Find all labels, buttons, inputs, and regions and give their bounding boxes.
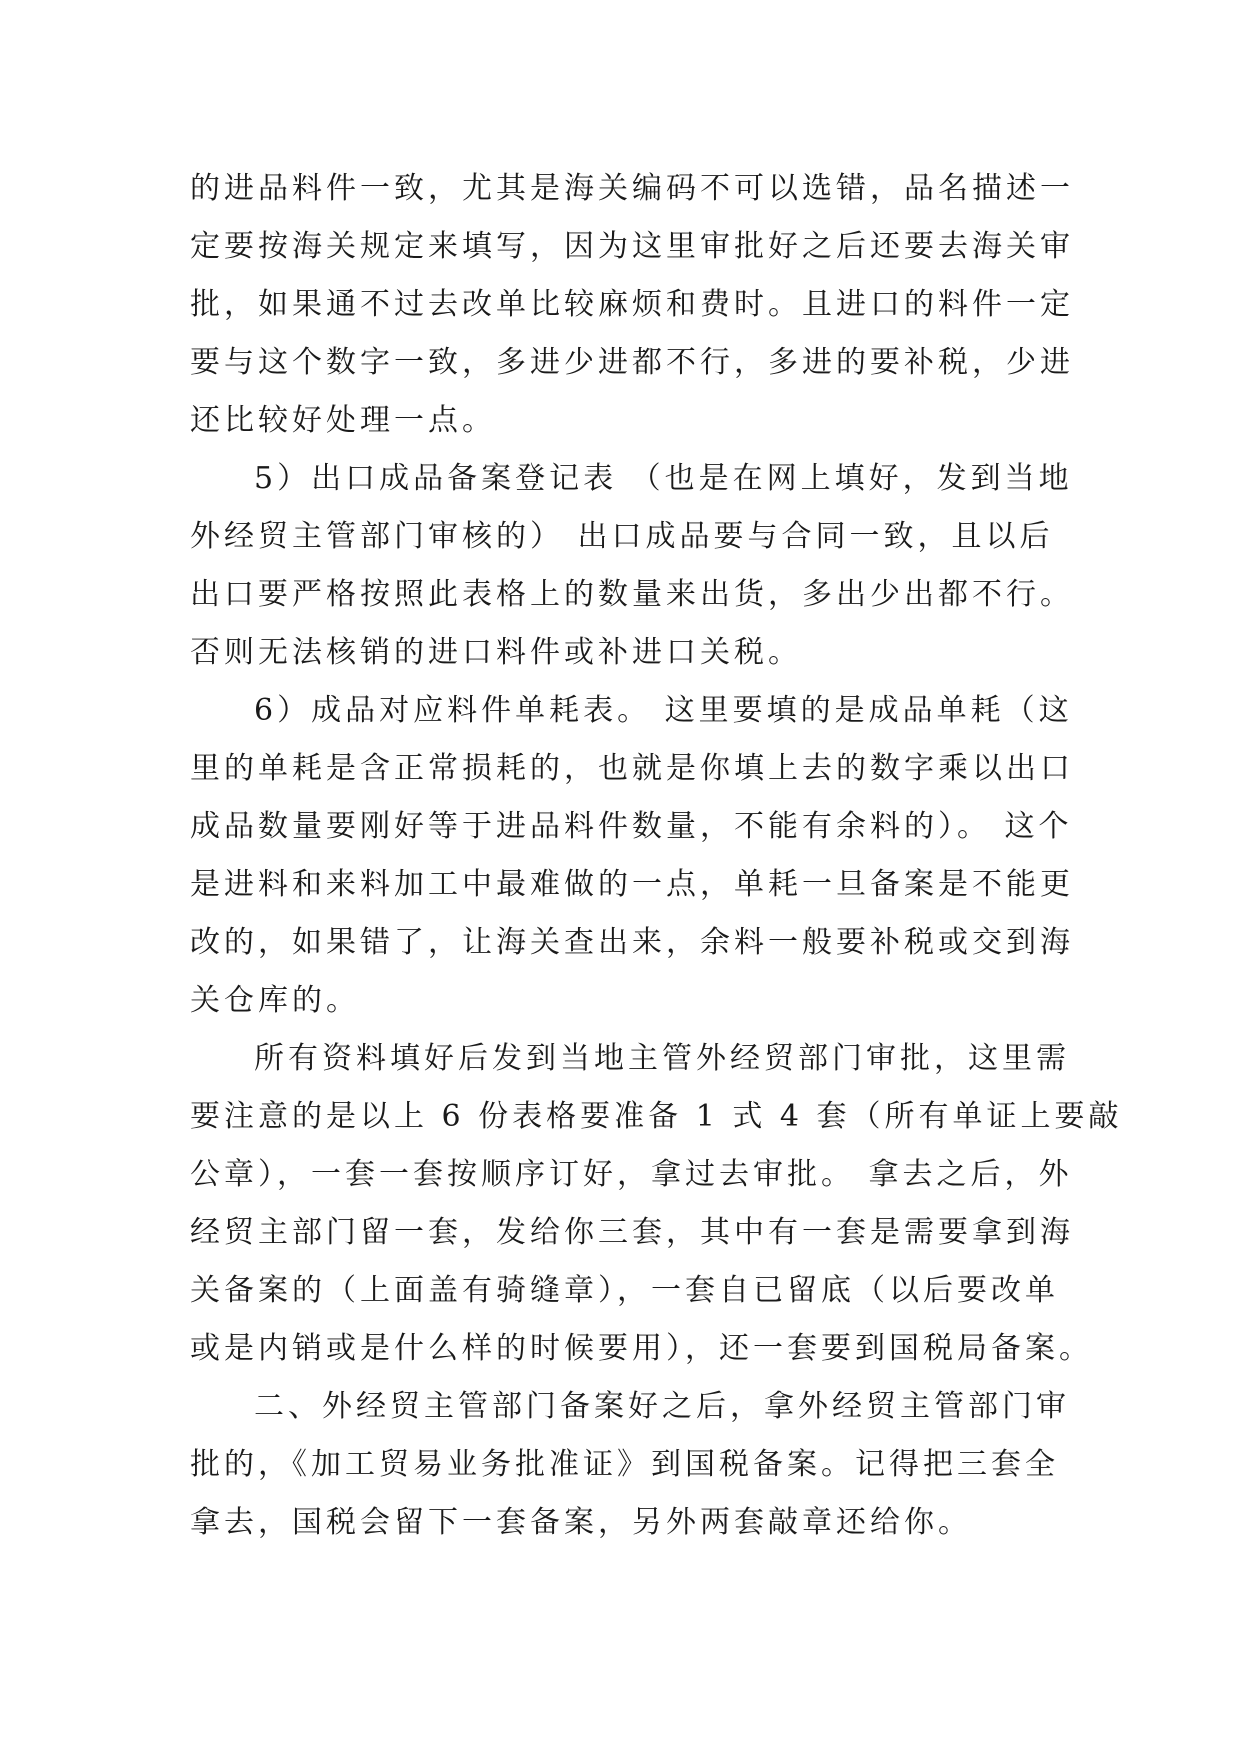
text-line: 要注意的是以上 6 份表格要准备 1 式 4 套（所有单证上要敲 (190, 1099, 1123, 1134)
text-line: 所有资料填好后发到当地主管外经贸部门审批，这里需 (254, 1041, 1070, 1076)
paragraph-2 (190, 450, 1074, 682)
text-line: 关备案的（上面盖有骑缝章），一套自已留底（以后要改单 (190, 1273, 1059, 1308)
text-line: 或是内销或是什么样的时候要用），还一套要到国税局备案。 (190, 1331, 1093, 1366)
text-line: 5）出口成品备案登记表 （也是在网上填好，发到当地 (254, 461, 1073, 496)
text-line: 6）成品对应料件单耗表。 这里要填的是成品单耗（这 (254, 693, 1073, 728)
text-line: 经贸主部门留一套，发给你三套，其中有一套是需要拿到海 (190, 1215, 1070, 1250)
text-line: 关仓库的。 (190, 983, 360, 1018)
text-line: 公章），一套一套按顺序订好，拿过去审批。 拿去之后，外 (190, 1157, 1073, 1192)
text-line: 里的单耗是含正常损耗的，也就是你填上去的数字乘以出口 (190, 751, 1070, 786)
paragraph-5 (190, 1378, 1070, 1552)
text-line: 是进料和来料加工中最难做的一点，单耗一旦备案是不能更 (190, 867, 1070, 902)
text-line: 二、外经贸主管部门备案好之后，拿外经贸主管部门审 (254, 1389, 1070, 1424)
text-line: 改的，如果错了，让海关查出来，余料一般要补税或交到海 (190, 925, 1070, 960)
text-line: 否则无法核销的进口料件或补进口关税。 (190, 635, 802, 670)
text-line: 外经贸主管部门审核的） 出口成品要与合同一致，且以后 (190, 519, 1054, 554)
text-line: 成品数量要刚好等于进品料件数量，不能有余料的）。 这个 (190, 809, 1073, 844)
document-body (190, 160, 1123, 1552)
text-line: 批的，《加工贸易业务批准证》到国税备案。记得把三套全 (190, 1447, 1059, 1482)
text-line: 拿去，国税会留下一套备案，另外两套敲章还给你。 (190, 1505, 972, 1540)
paragraph-1 (190, 160, 1070, 450)
text-line: 的进品料件一致，尤其是海关编码不可以选错，品名描述一 (190, 171, 1070, 206)
paragraph-4 (190, 1030, 1123, 1378)
text-line: 还比较好处理一点。 (190, 403, 496, 438)
text-line: 定要按海关规定来填写，因为这里审批好之后还要去海关审 (190, 229, 1070, 264)
text-line: 批，如果通不过去改单比较麻烦和费时。且进口的料件一定 (190, 287, 1070, 322)
text-line: 要与这个数字一致，多进少进都不行，多进的要补税，少进 (190, 345, 1070, 380)
paragraph-3 (190, 682, 1073, 1030)
text-line: 出口要严格按照此表格上的数量来出货，多出少出都不行。 (190, 577, 1074, 612)
